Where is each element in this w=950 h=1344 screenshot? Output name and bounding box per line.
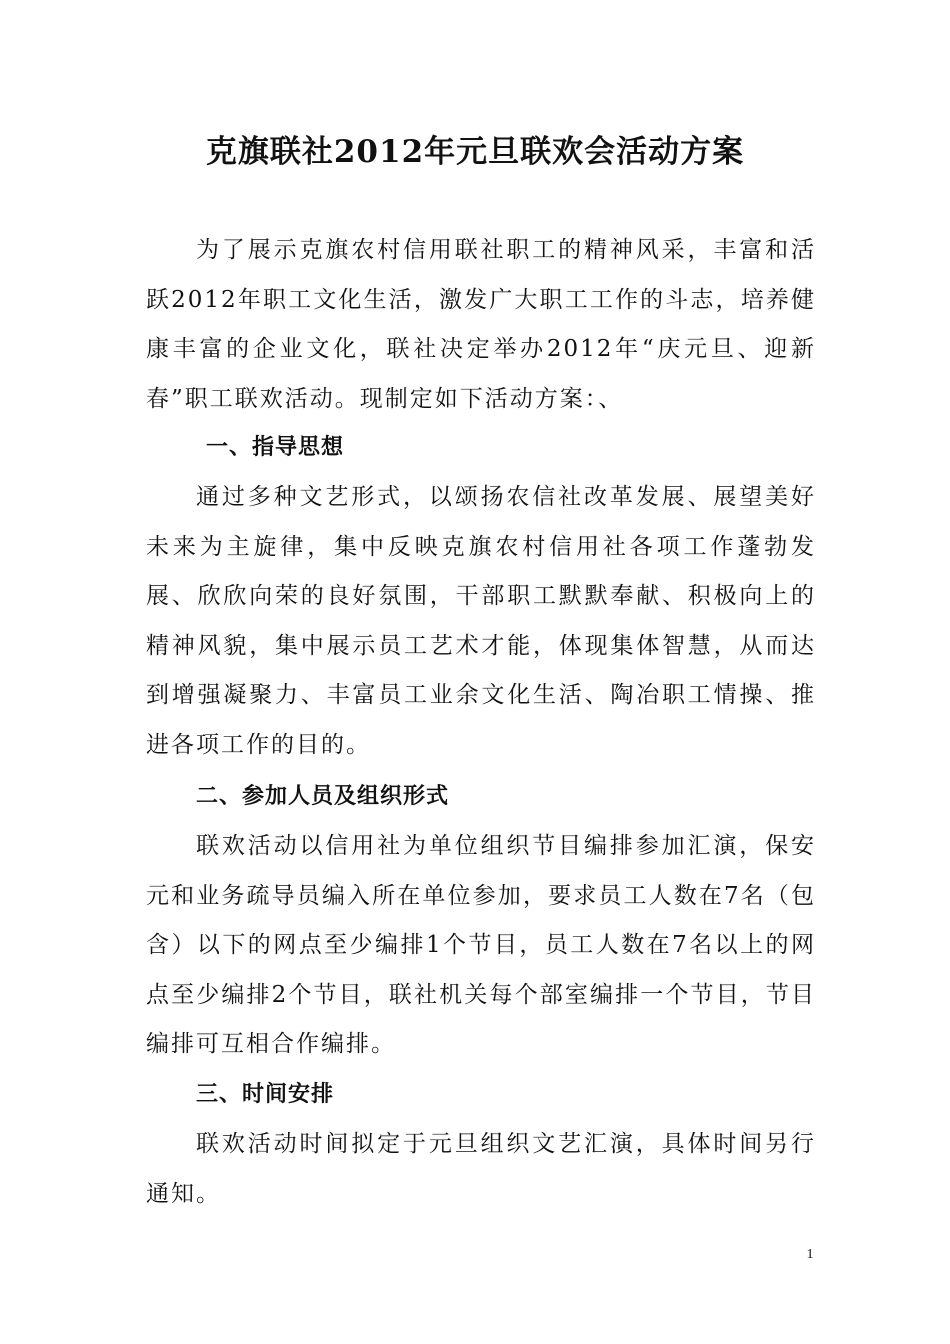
page-number: 1 bbox=[806, 1247, 814, 1262]
schedule-paragraph: 联欢活动时间拟定于元旦组织文艺汇演，具体时间另行通知。 bbox=[146, 1131, 816, 1207]
document-title: 克旗联社2012年元旦联欢会活动方案 bbox=[205, 134, 745, 170]
guiding-ideology-paragraph: 通过多种文艺形式，以颂扬农信社改革发展、展望美好未来为主旋律，集中反映克旗农村信用社各项工作蓬勃发展、欣欣向荣的良好氛围，干部职工默默奉献、积极向上的精神风貌，集中展示员工艺术才能，体现集体智慧，从而达到增强凝聚力、丰富员工业余文化生活、陶冶职工情操、推进各项工作的目的。 bbox=[146, 484, 816, 758]
section-heading-guiding-ideology: 一、指导思想 bbox=[206, 435, 345, 460]
participants-paragraph: 联欢活动以信用社为单位组织节目编排参加汇演，保安元和业务疏导员编入所在单位参加，要求员工人数在7名（包含）以下的网点至少编排1个节目，员工人数在7名以上的网点至少编排2个节目，联社机关每个部室编排一个节目，节目编排可互相合作编排。 bbox=[146, 833, 816, 1057]
intro-paragraph: 为了展示克旗农村信用联社职工的精神风采，丰富和活跃2012年职工文化生活，激发广大职工工作的斗志，培养健康丰富的企业文化，联社决定举办2012年“庆元旦、迎新春”职工联欢活动。现制定如下活动方案：、 bbox=[146, 237, 816, 412]
section-heading-participants: 二、参加人员及组织形式 bbox=[196, 784, 450, 809]
section-heading-schedule: 三、时间安排 bbox=[196, 1082, 335, 1107]
